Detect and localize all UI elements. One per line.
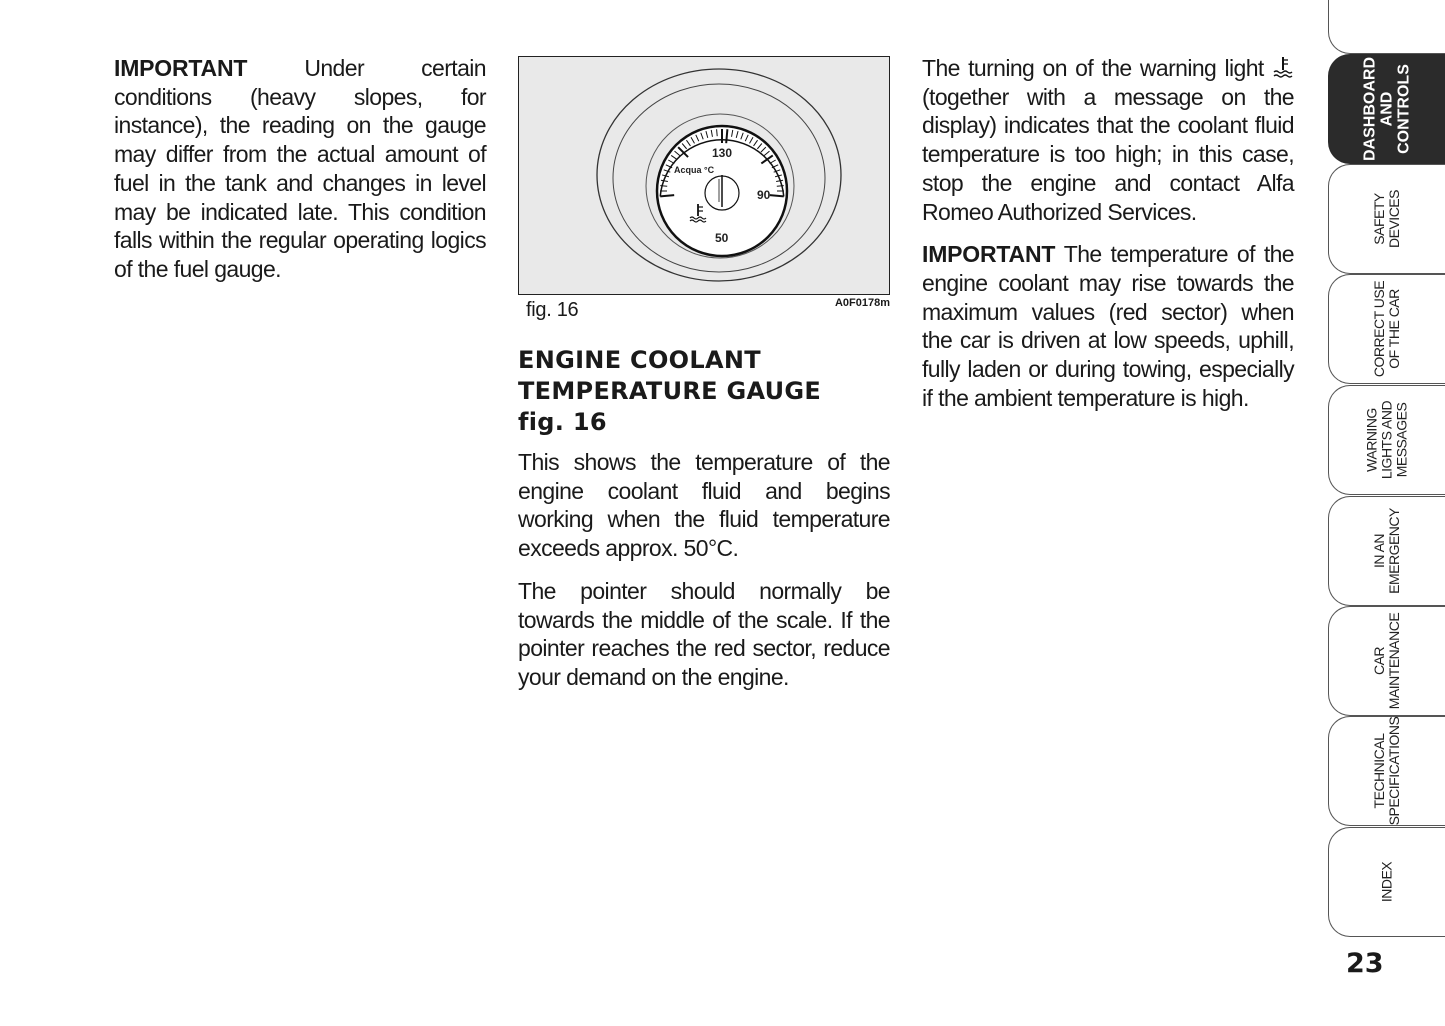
tab-label: CORRECT USE OF THE CAR [1371,280,1402,378]
section-heading [518,345,890,438]
section-paragraph-2: The pointer should normally be towards the middle of the scale. If the pointer reaches the red sector, reduce your demand on the engine. [518,577,890,690]
tab-car-maintenance[interactable] [1328,606,1445,716]
section-paragraph-1: This shows the temperature of the engine coolant fluid and begins working when the fluid temperature exceeds approx. 50°C. [518,449,890,562]
gauge-figure [518,56,890,295]
coolant-temperature-icon [1272,56,1294,78]
tab-label: CAR MAINTENANCE [1371,612,1402,710]
gauge-label-90: 90 [757,188,771,202]
tab-safety-devices[interactable] [1328,164,1445,274]
warning-text-before-icon: The turning on of the warning light [922,55,1272,81]
tab-in-an-emergency[interactable] [1328,496,1445,606]
figure-code: A0F0178m [834,297,890,309]
chapter-sidebar [1328,0,1445,1026]
tab-technical-specifications[interactable] [1328,716,1445,826]
tab-correct-use-of-the-car[interactable] [1328,274,1445,384]
important-label: IMPORTANT [114,55,248,81]
warning-light-paragraph [922,54,1294,226]
tab-label: INDEX [1378,861,1395,903]
important-text: The temperature of the engine coolant may rise towards the maximum values (red sector) when the car is driven at low speeds, uphill, fully laden or during towing, especially if the ambient temperature is high. [922,241,1294,411]
temperature-gauge-illustration [519,57,889,294]
gauge-label-acqua: Acqua °C [674,165,715,175]
heading-line-1: ENGINE COOLANT [518,346,761,374]
warning-text-after-icon: (together with a message on the display) indicates that the coolant fluid temperature is too high; in this case, stop the engine and contact Alfa Romeo Authorized Services. [922,83,1294,225]
gauge-tick [770,195,784,196]
important-text: Under certain conditions (heavy slopes, for instance), the reading on the gauge may differ from the actual amount of fuel in the tank and changes in level may be indicated late. This condition falls within the regular operating logics of the fuel gauge. [114,55,486,282]
column-left [114,54,486,298]
tab-index[interactable] [1328,827,1445,937]
tab-warning-lights-and-messages[interactable] [1328,385,1445,495]
heading-line-2: TEMPERATURE GAUGE [518,377,822,405]
important-note-temperature [922,240,1294,412]
gauge-tick [726,129,727,143]
important-note-fuel [114,54,486,284]
tab-label: TECHNICAL SPECIFICATIONS [1371,716,1402,826]
figure-caption: fig. 16 [526,299,579,321]
gauge-tick [717,129,718,136]
tab-label: IN AN EMERGENCY [1371,508,1402,594]
column-right [922,54,1294,426]
important-label: IMPORTANT [922,241,1056,268]
tab-label: DASHBOARD AND CONTROLS [1361,57,1413,161]
tab-label: SAFETY DEVICES [1371,190,1402,248]
gauge-label-50: 50 [715,231,729,245]
tab-label: WARNING LIGHTS AND MESSAGES [1363,400,1410,480]
heading-line-3: fig. 16 [518,408,607,436]
figure-caption-row [518,295,890,339]
column-middle [518,54,890,706]
page-number: 23 [1346,948,1384,979]
tab-dashboard-and-controls[interactable] [1328,54,1445,164]
gauge-label-130: 130 [712,146,733,160]
gauge-tick [660,195,674,196]
